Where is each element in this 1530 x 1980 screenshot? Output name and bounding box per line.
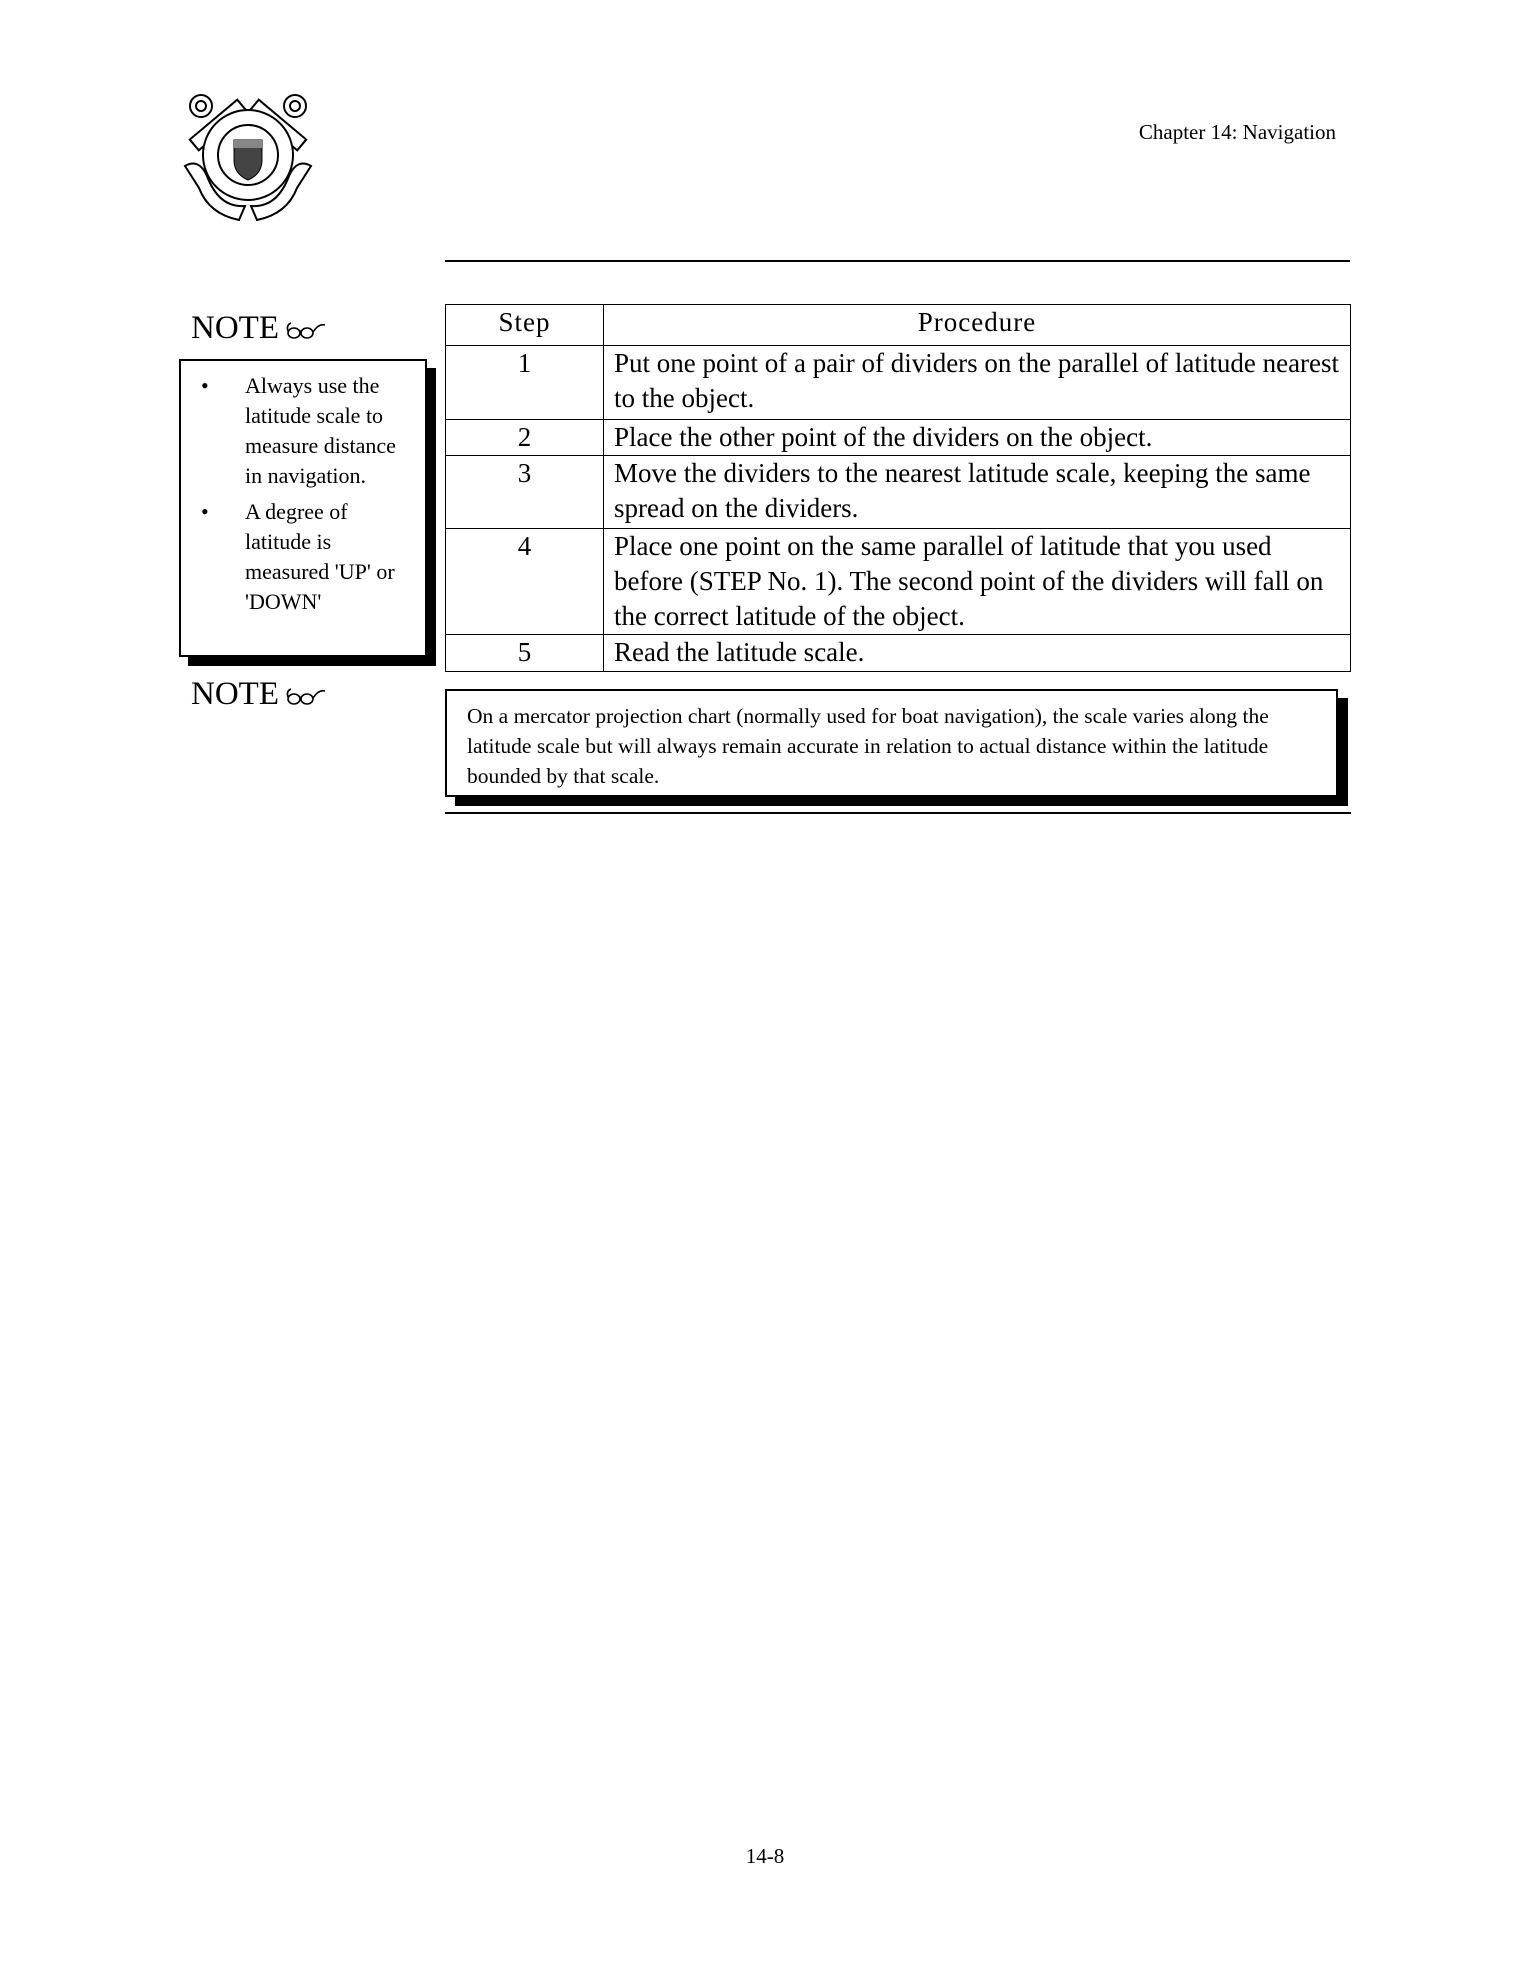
- mercator-note-box: On a mercator projection chart (normally used for boat navigation), the scale varies along the latitude scale but will always remain accurate in relation to actual distance within the latitude bounded by that scale.: [445, 689, 1338, 797]
- coast-guard-seal-logo: [179, 88, 317, 222]
- note-box: [179, 359, 427, 657]
- eyeglasses-icon: [285, 319, 327, 341]
- table-row: [446, 529, 1351, 635]
- table-row: [446, 420, 1351, 456]
- eyeglasses-icon: [285, 685, 327, 707]
- procedure-text: Move the dividers to the nearest latitude scale, keeping the same spread on the dividers.: [604, 456, 1351, 529]
- step-number: 2: [446, 420, 604, 456]
- procedure-text: Put one point of a pair of dividers on the parallel of latitude nearest to the object.: [604, 346, 1351, 420]
- note-label-text: NOTE: [191, 310, 279, 346]
- note-item-text: A degree of latitude is measured 'UP' or 'DOWN': [245, 499, 395, 614]
- procedure-text: Place one point on the same parallel of latitude that you used before (STEP No. 1). The second point of the dividers will fall on the correct latitude of the object.: [604, 529, 1351, 635]
- page-number: 14-8: [745, 1844, 785, 1868]
- table-row: [446, 635, 1351, 672]
- table-header-row: [446, 305, 1351, 346]
- procedure-text: Read the latitude scale.: [604, 635, 1351, 672]
- procedure-table: [445, 304, 1351, 672]
- note-label-text: NOTE: [191, 676, 279, 712]
- step-number: 5: [446, 635, 604, 672]
- note-item: [181, 497, 417, 617]
- table-row: [446, 346, 1351, 420]
- note-item-text: Always use the latitude scale to measure distance in navigation.: [245, 373, 396, 488]
- note-label: [191, 310, 327, 347]
- column-header-step: Step: [446, 305, 604, 346]
- step-number: 3: [446, 456, 604, 529]
- note-item: [181, 371, 417, 491]
- bullet: •: [201, 373, 209, 398]
- horizontal-rule: [445, 812, 1351, 814]
- step-number: 1: [446, 346, 604, 420]
- column-header-procedure: Procedure: [604, 305, 1351, 346]
- step-number: 4: [446, 529, 604, 635]
- procedure-text: Place the other point of the dividers on the object.: [604, 420, 1351, 456]
- horizontal-rule: [445, 260, 1350, 262]
- chapter-heading: Chapter 14: Navigation: [1138, 120, 1336, 144]
- table-row: [446, 456, 1351, 529]
- note-label-2: [191, 676, 327, 713]
- bullet: •: [201, 499, 209, 524]
